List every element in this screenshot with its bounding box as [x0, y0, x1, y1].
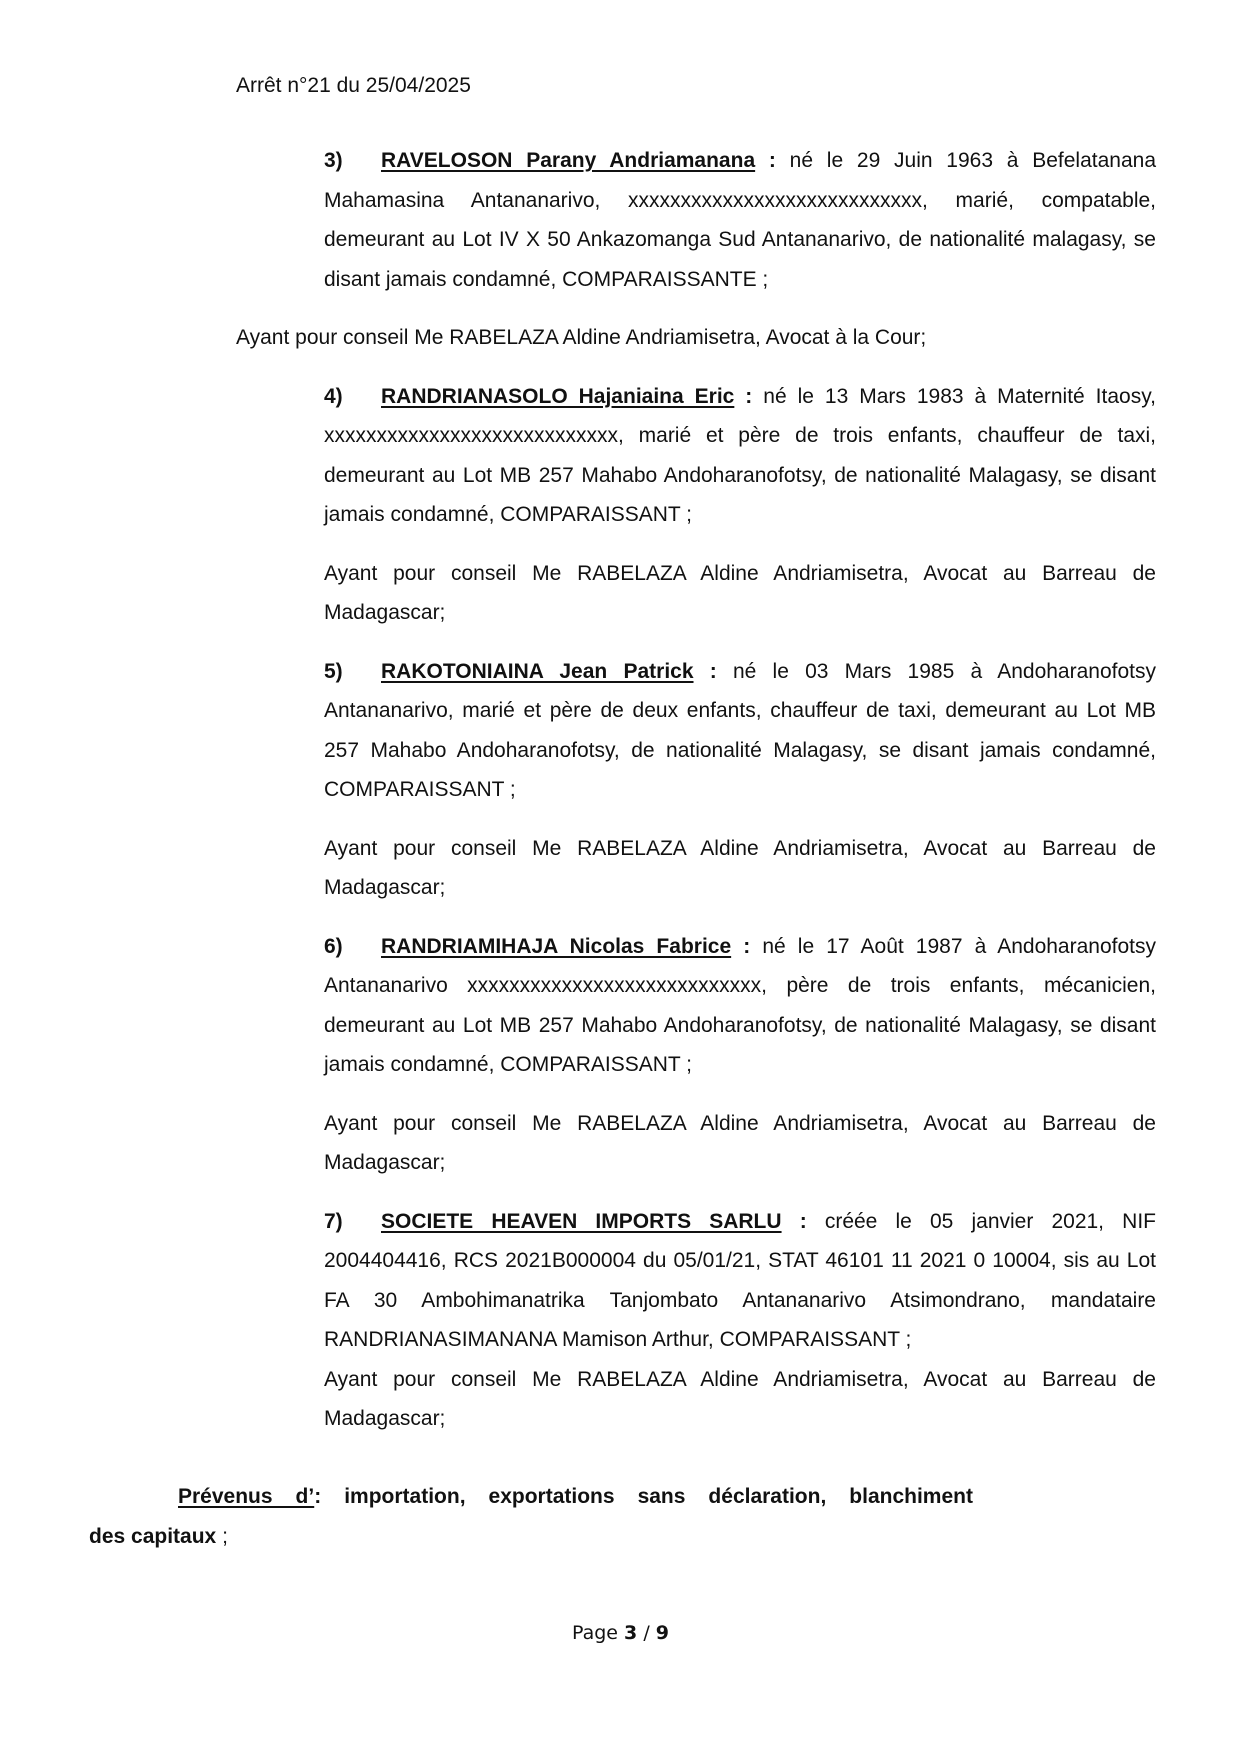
party-separator: : [755, 149, 790, 172]
party-separator: : [734, 384, 764, 408]
party-number: 4) [324, 384, 343, 408]
party-number: 3) [324, 149, 343, 172]
page-total: 9 [655, 1622, 669, 1644]
page-current: 3 [624, 1622, 638, 1644]
charges-text: importation, exportations sans déclaration, blanchiment [344, 1485, 973, 1508]
party-counsel: Ayant pour conseil Me RABELAZA Aldine Andriamisetra, Avocat à la Cour; [236, 326, 927, 349]
party-separator: : [693, 659, 733, 683]
charges-line-2 [89, 1517, 973, 1557]
parties-list [236, 141, 1156, 1439]
party-details: né le 17 Août 1987 à Andoharanofotsy Antananarivo xxxxxxxxxxxxxxxxxxxxxxxxxxxx, père de trois enfants, mécanicien, demeurant au Lot MB 257 Mahabo Andoharanofotsy, de nationalité Malagasy, se disant jamais condamné, COMPARAISSANT ; [324, 934, 1156, 1076]
party-entry [236, 141, 1156, 299]
party-number: 6) [324, 934, 343, 958]
party-number: 5) [324, 659, 343, 683]
charges-line-1 [89, 1477, 973, 1517]
party-details: né le 03 Mars 1985 à Andoharanofotsy Antananarivo, marié et père de deux enfants, chauffeur de taxi, demeurant au Lot MB 257 Mahabo Andoharanofotsy, de nationalité Malagasy, se disant jamais condamné, COMPARAISSANT ; [324, 659, 1156, 801]
party-counsel: Ayant pour conseil Me RABELAZA Aldine Andriamisetra, Avocat au Barreau de Madagascar; [324, 836, 1156, 899]
party-name: RANDRIANASOLO Hajaniaina Eric [381, 384, 735, 408]
party-entry [236, 927, 1156, 1085]
party-separator: : [781, 1209, 825, 1233]
charges-section [89, 1477, 973, 1556]
charges-colon: : [314, 1485, 345, 1508]
charges-label: Prévenus d’ [178, 1485, 315, 1508]
party-details: créée le 05 janvier 2021, NIF 2004404416, RCS 2021B000004 du 05/01/21, STAT 46101 11 2021 0 10004, sis au Lot FA 30 Ambohimanatrika Tanjombato Antananarivo Atsimondrano, mandataire RANDRIANASIMANANA Mamison Arthur, COMPARAISSANT ; [324, 1209, 1156, 1351]
party-details: né le 13 Mars 1983 à Maternité Itaosy, xxxxxxxxxxxxxxxxxxxxxxxxxxxx, marié et père de trois enfants, chauffeur de taxi, demeurant au Lot MB 257 Mahabo Andoharanofotsy, de nationalité Malagasy, se disant jamais condamné, COMPARAISSANT ; [324, 384, 1156, 526]
party-name: SOCIETE HEAVEN IMPORTS SARLU [381, 1209, 782, 1233]
party-name: RAKOTONIAINA Jean Patrick [381, 659, 694, 683]
page-slash: / [637, 1622, 656, 1644]
party-counsel: Ayant pour conseil Me RABELAZA Aldine Andriamisetra, Avocat au Barreau de Madagascar; [324, 1367, 1156, 1430]
charges-end: ; [216, 1524, 228, 1548]
party-entry [236, 652, 1156, 810]
party-details: né le 29 Juin 1963 à Befelatanana Mahamasina Antananarivo, xxxxxxxxxxxxxxxxxxxxxxxxxxxx, marié, compatable, demeurant au Lot IV X 50 Ankazomanga Sud Antananarivo, de nationalité malagasy, se disant jamais condamné, COMPARAISSANTE ; [324, 149, 1156, 291]
party-counsel: Ayant pour conseil Me RABELAZA Aldine Andriamisetra, Avocat au Barreau de Madagascar; [324, 561, 1156, 624]
party-number: 7) [324, 1209, 343, 1233]
party-entry [236, 377, 1156, 535]
decision-reference: Arrêt n°21 du 25/04/2025 [236, 74, 471, 97]
party-entry [236, 1202, 1156, 1360]
party-name: RAVELOSON Parany Andriamanana [381, 149, 756, 172]
party-counsel: Ayant pour conseil Me RABELAZA Aldine Andriamisetra, Avocat au Barreau de Madagascar; [324, 1111, 1156, 1174]
party-name: RANDRIAMIHAJA Nicolas Fabrice [381, 934, 732, 958]
charges-text-continued: des capitaux [89, 1524, 217, 1548]
party-separator: : [731, 934, 763, 958]
page-word: Page [572, 1622, 618, 1644]
page-number [0, 1622, 1241, 1644]
